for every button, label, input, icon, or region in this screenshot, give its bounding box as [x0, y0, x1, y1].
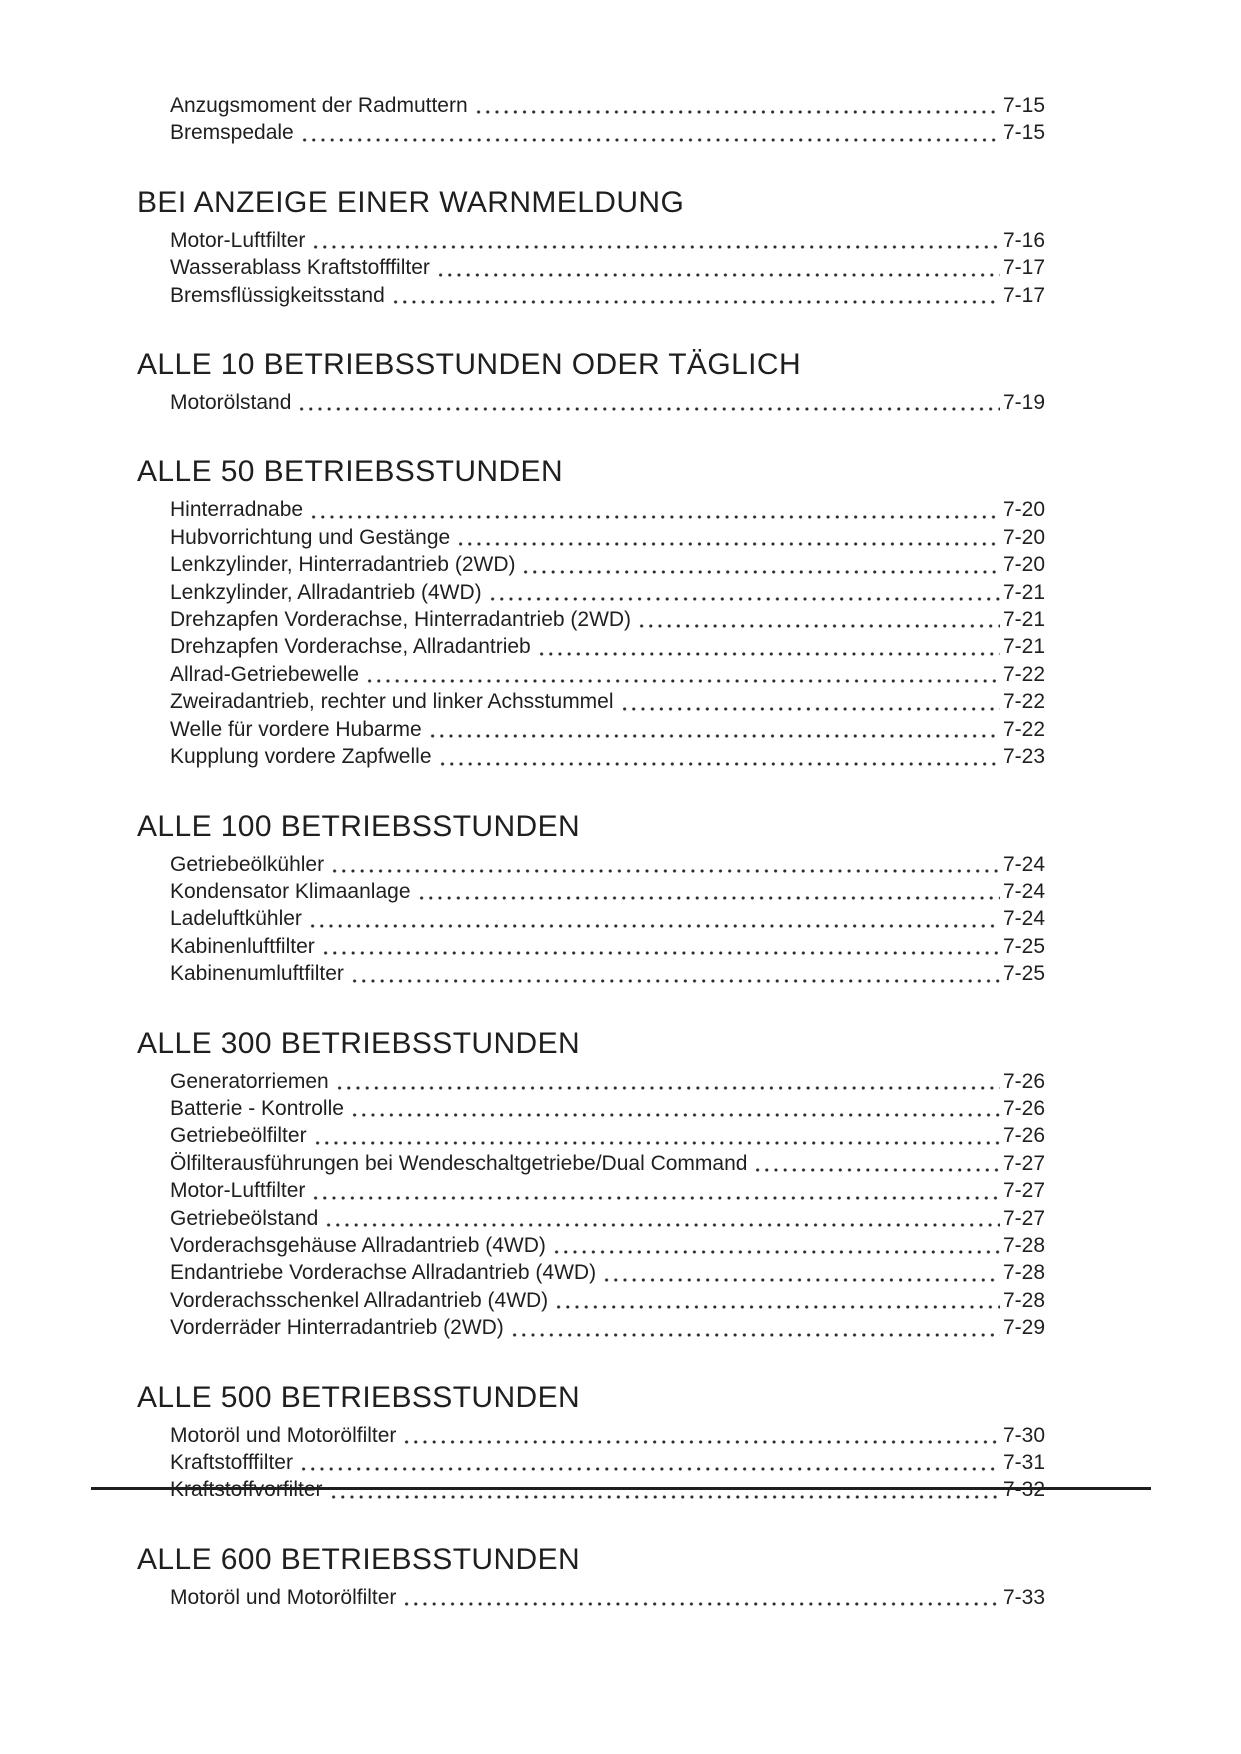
- toc-leader-dots: [402, 1438, 1000, 1446]
- toc-leader-dots: [311, 1194, 1000, 1202]
- toc-entry-page: 7-19: [1002, 391, 1045, 415]
- toc-entry-page: 7-26: [1002, 1096, 1045, 1120]
- toc-entry: [170, 524, 1045, 551]
- toc-entry-page: 7-26: [1002, 1069, 1045, 1093]
- toc-entry: [170, 119, 1045, 146]
- toc-leader-dots: [554, 1303, 1000, 1311]
- toc-entry-label: Kraftstoffvorfilter: [170, 1478, 323, 1502]
- toc-entry-label: Anzugsmoment der Radmuttern: [170, 94, 468, 117]
- toc-leader-dots: [350, 977, 1000, 985]
- toc-leader-dots: [436, 271, 1000, 279]
- toc-entry-page: 7-20: [1002, 498, 1045, 522]
- toc-entry-label: Kraftstofffilter: [170, 1451, 293, 1474]
- toc-entry-label: Batterie - Kontrolle: [170, 1096, 344, 1120]
- toc-entry-label: Motoröl und Motorölfilter: [170, 1423, 397, 1447]
- toc-entry-page: 7-31: [1002, 1451, 1045, 1474]
- toc-entry-label: Motorölstand: [170, 391, 292, 415]
- toc-entry: [170, 389, 1045, 416]
- toc-entry-label: Kabinenumluftfilter: [170, 962, 344, 986]
- toc-entry: [170, 1177, 1045, 1204]
- toc-entry-label: Kupplung vordere Zapfwelle: [170, 745, 432, 769]
- toc-entry-page: 7-24: [1002, 879, 1045, 903]
- toc-section-heading: ALLE 50 BETRIEBSSTUNDEN: [137, 455, 564, 489]
- toc-entries: [137, 851, 1045, 988]
- toc-entry-label: Hinterradnabe: [170, 498, 304, 522]
- toc-entry: [170, 716, 1045, 743]
- toc-entries: [137, 496, 1045, 770]
- toc-section-heading: ALLE 300 BETRIEBSSTUNDEN: [137, 1026, 581, 1060]
- toc-leader-dots: [350, 1111, 1000, 1119]
- toc-entry: [170, 661, 1045, 688]
- toc-entry: [170, 1476, 1045, 1503]
- toc-entry-page: 7-25: [1002, 962, 1045, 986]
- toc-entry-label: Lenkzylinder, Allradantrieb (4WD): [170, 580, 482, 604]
- toc-entry-label: Generatorriemen: [170, 1069, 329, 1093]
- toc-entry-page: 7-20: [1002, 553, 1045, 577]
- toc-leader-dots: [637, 622, 1000, 630]
- toc-entry-page: 7-22: [1002, 690, 1045, 714]
- toc-entry-page: 7-33: [1002, 1585, 1045, 1609]
- toc-entry-label: Motor-Luftfilter: [170, 228, 306, 252]
- toc-entry: [170, 254, 1045, 281]
- toc-leader-dots: [456, 540, 1000, 548]
- toc-entry-label: Drehzapfen Vorderachse, Allradantrieb: [170, 635, 531, 659]
- toc-leader-dots: [488, 595, 1000, 603]
- toc-section: [137, 347, 1045, 416]
- toc-section: [137, 92, 1045, 147]
- toc-entry-page: 7-27: [1002, 1151, 1045, 1175]
- toc-entries: [137, 1584, 1045, 1611]
- toc-entry: [170, 1122, 1045, 1149]
- toc-entry: [170, 1232, 1045, 1259]
- toc-leader-dots: [753, 1166, 1000, 1174]
- toc-entry: [170, 227, 1045, 254]
- toc-leader-dots: [321, 949, 1000, 957]
- toc-entries: [137, 1068, 1045, 1342]
- toc-leader-dots: [324, 1221, 1000, 1229]
- toc-leader-dots: [335, 1084, 1000, 1092]
- toc-entry-label: Endantriebe Vorderachse Allradantrieb (4WD): [170, 1261, 597, 1285]
- toc-entry-label: Motor-Luftfilter: [170, 1179, 306, 1203]
- toc-leader-dots: [311, 243, 1000, 251]
- toc-leader-dots: [309, 513, 1000, 521]
- toc-leader-dots: [474, 108, 1000, 116]
- toc-entry: [170, 878, 1045, 905]
- toc-entry-page: 7-24: [1002, 907, 1045, 931]
- toc-leader-dots: [330, 867, 1000, 875]
- toc-section: [137, 809, 1045, 988]
- toc-entry-page: 7-20: [1002, 525, 1045, 549]
- toc-entry-page: 7-22: [1002, 717, 1045, 741]
- toc-entry-page: 7-15: [1002, 94, 1045, 117]
- toc-entry: [170, 1150, 1045, 1177]
- toc-entry-page: 7-26: [1002, 1124, 1045, 1148]
- toc-leader-dots: [402, 1600, 1000, 1608]
- toc-leader-dots: [552, 1248, 1000, 1256]
- toc-entry-page: 7-27: [1002, 1206, 1045, 1230]
- toc-entry-page: 7-23: [1002, 745, 1045, 769]
- toc-section-heading: ALLE 100 BETRIEBSSTUNDEN: [137, 809, 581, 843]
- toc-section-heading: ALLE 500 BETRIEBSSTUNDEN: [137, 1380, 581, 1414]
- toc-entry: [170, 960, 1045, 987]
- toc-leader-dots: [417, 894, 1000, 902]
- toc-entry-label: Vorderräder Hinterradantrieb (2WD): [170, 1316, 504, 1340]
- toc-leader-dots: [602, 1276, 1000, 1284]
- toc-entry-label: Allrad-Getriebewelle: [170, 662, 360, 686]
- toc-section-heading: BEI ANZEIGE EINER WARNMELDUNG: [137, 185, 685, 219]
- toc-entry-label: Wasserablass Kraftstofffilter: [170, 256, 430, 280]
- toc-entry: [170, 851, 1045, 878]
- toc-entry-page: 7-17: [1002, 256, 1045, 280]
- toc-entry: [170, 579, 1045, 606]
- toc-entry-label: Drehzapfen Vorderachse, Hinterradantrieb (2WD): [170, 608, 632, 632]
- footer-divider: [91, 1487, 1151, 1490]
- toc-leader-dots: [313, 1139, 1000, 1147]
- toc-entry-label: Getriebeölkühler: [170, 852, 325, 876]
- toc-entry-page: 7-29: [1002, 1316, 1045, 1340]
- toc-entry: [170, 1095, 1045, 1122]
- toc-leader-dots: [365, 677, 1000, 685]
- toc-entry-page: 7-28: [1002, 1288, 1045, 1312]
- toc-entries: [137, 227, 1045, 309]
- toc-entry: [170, 688, 1045, 715]
- toc-section: [137, 454, 1045, 770]
- toc-entry-label: Welle für vordere Hubarme: [170, 717, 422, 741]
- toc-leader-dots: [620, 705, 1000, 713]
- toc-entry-page: 7-27: [1002, 1179, 1045, 1203]
- toc-entry-label: Bremsflüssigkeitsstand: [170, 283, 385, 307]
- toc-entry-label: Motoröl und Motorölfilter: [170, 1585, 397, 1609]
- toc-entry-label: Kabinenluftfilter: [170, 934, 315, 958]
- toc-entry: [170, 1449, 1045, 1476]
- toc-entry: [170, 1422, 1045, 1449]
- toc-entry: [170, 1205, 1045, 1232]
- toc-entry-page: 7-24: [1002, 852, 1045, 876]
- toc-entry: [170, 496, 1045, 523]
- toc-section: [137, 1026, 1045, 1342]
- toc-entries: [137, 92, 1045, 147]
- toc-entry-label: Hubvorrichtung und Gestänge: [170, 525, 451, 549]
- toc: [137, 92, 1045, 1611]
- toc-section-heading: ALLE 600 BETRIEBSSTUNDEN: [137, 1542, 581, 1576]
- toc-leader-dots: [308, 922, 1000, 930]
- toc-entry: [170, 743, 1045, 770]
- toc-entry: [170, 92, 1045, 119]
- toc-entry: [170, 1287, 1045, 1314]
- toc-entry-label: Vorderachsschenkel Allradantrieb (4WD): [170, 1288, 549, 1312]
- toc-entry-page: 7-16: [1002, 228, 1045, 252]
- toc-entry: [170, 1068, 1045, 1095]
- toc-entry: [170, 633, 1045, 660]
- toc-leader-dots: [391, 298, 1000, 306]
- toc-leader-dots: [329, 1493, 1000, 1501]
- toc-entry-label: Lenkzylinder, Hinterradantrieb (2WD): [170, 553, 516, 577]
- toc-section: [137, 1380, 1045, 1504]
- toc-entry-page: 7-25: [1002, 934, 1045, 958]
- toc-leader-dots: [537, 650, 1000, 658]
- toc-section-heading: ALLE 10 BETRIEBSSTUNDEN ODER TÄGLICH: [137, 348, 802, 382]
- toc-leader-dots: [297, 405, 1000, 413]
- toc-section: [137, 1542, 1045, 1611]
- toc-entry-page: 7-15: [1002, 121, 1045, 145]
- toc-entry-page: 7-21: [1002, 608, 1045, 632]
- toc-leader-dots: [438, 760, 1000, 768]
- toc-entries: [137, 389, 1045, 416]
- toc-leader-dots: [299, 1465, 1000, 1473]
- toc-entry: [170, 933, 1045, 960]
- toc-entry: [170, 1259, 1045, 1286]
- toc-entry: [170, 905, 1045, 932]
- toc-entry-page: 7-21: [1002, 635, 1045, 659]
- toc-entry-page: 7-30: [1002, 1423, 1045, 1447]
- toc-entry-label: Getriebeölstand: [170, 1206, 319, 1230]
- toc-leader-dots: [300, 136, 1000, 144]
- toc-entry-label: Kondensator Klimaanlage: [170, 879, 411, 903]
- toc-entry-label: Zweiradantrieb, rechter und linker Achsstummel: [170, 690, 614, 714]
- toc-entry-page: 7-21: [1002, 580, 1045, 604]
- toc-entry: [170, 606, 1045, 633]
- toc-entries: [137, 1422, 1045, 1504]
- toc-entry-label: Ölfilterausführungen bei Wendeschaltgetriebe/Dual Command: [170, 1151, 748, 1175]
- toc-leader-dots: [521, 568, 999, 576]
- toc-entry-label: Bremspedale: [170, 121, 294, 145]
- toc-entry-page: 7-32: [1002, 1478, 1045, 1502]
- toc-entry-page: 7-28: [1002, 1233, 1045, 1257]
- toc-entry-label: Vorderachsgehäuse Allradantrieb (4WD): [170, 1233, 546, 1257]
- toc-leader-dots: [428, 732, 1000, 740]
- toc-leader-dots: [510, 1331, 1000, 1339]
- toc-entry-page: 7-22: [1002, 662, 1045, 686]
- toc-entry: [170, 1314, 1045, 1341]
- toc-entry: [170, 551, 1045, 578]
- toc-entry-page: 7-17: [1002, 283, 1045, 307]
- toc-entry: [170, 1584, 1045, 1611]
- toc-entry-page: 7-28: [1002, 1261, 1045, 1285]
- toc-entry-label: Getriebeölfilter: [170, 1124, 307, 1148]
- toc-entry: [170, 282, 1045, 309]
- toc-entry-label: Ladeluftkühler: [170, 907, 302, 931]
- toc-section: [137, 185, 1045, 309]
